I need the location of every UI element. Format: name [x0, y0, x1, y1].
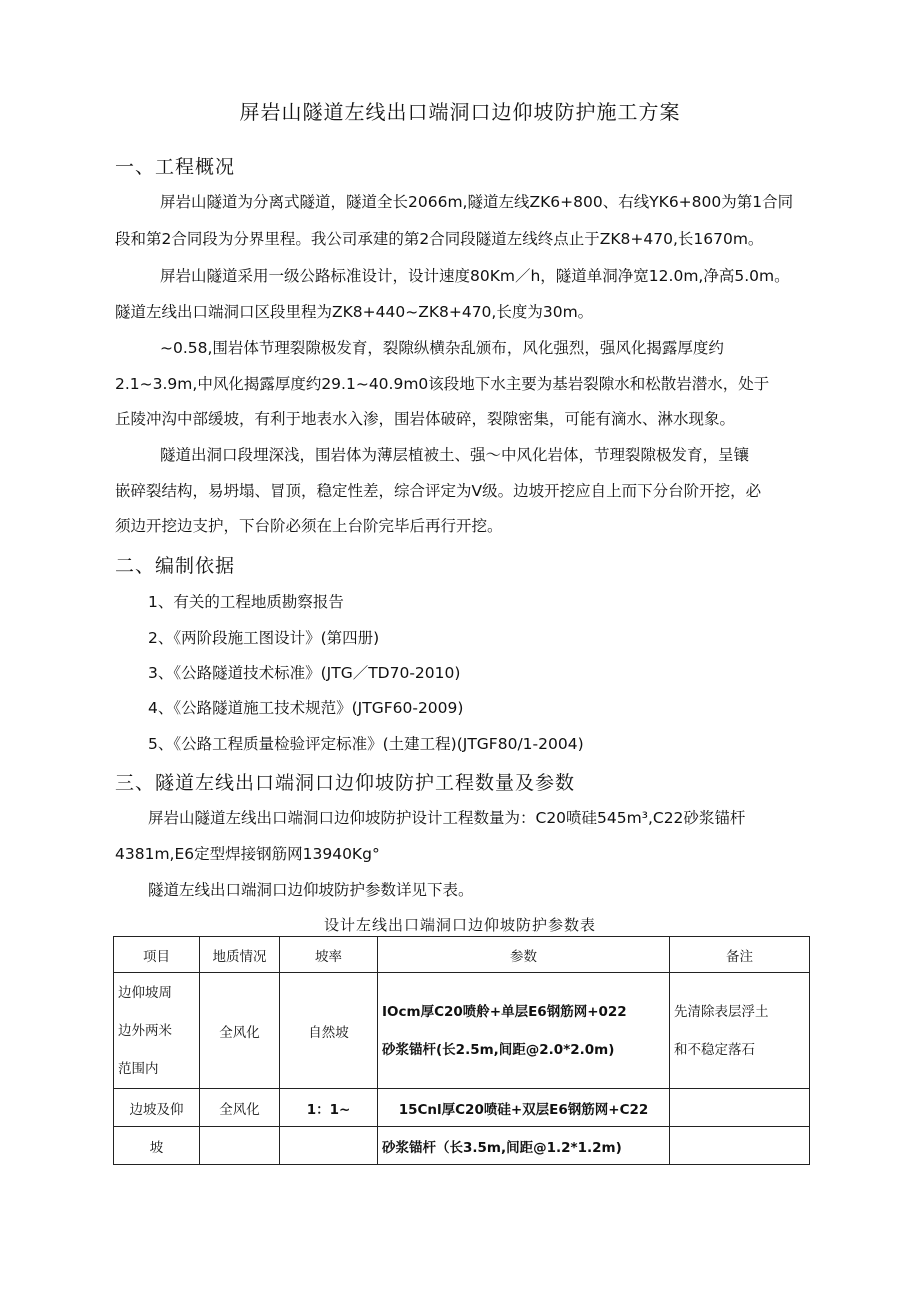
cell-slope: 1：1~ — [280, 1089, 378, 1127]
cell-item — [114, 973, 200, 1089]
cell-line: 先清除表层浮土 — [674, 1003, 769, 1020]
table-row — [114, 1089, 810, 1127]
paragraph-line: 丘陵冲沟中部缓坡，有利于地表水入渗，围岩体破碎，裂隙密集，可能有滴水、淋水现象。 — [115, 410, 736, 428]
header-item: 项目 — [114, 937, 200, 973]
protection-parameter-table — [113, 936, 810, 1165]
paragraph-line: 屏岩山隧道为分离式隧道，隧道全长2066m,隧道左线ZK6+800、右线YK6+800为第1合同 — [160, 193, 794, 211]
table-caption: 设计左线出口端洞口边仰坡防护参数表 — [323, 916, 596, 934]
reference-item: 1、有关的工程地质勘察报告 — [148, 593, 344, 611]
paragraph-line: 隧道左线出口端洞口边仰坡防护参数详见下表。 — [148, 881, 474, 899]
section-3-heading: 三、隧道左线出口端洞口边仰坡防护工程数量及参数 — [115, 772, 576, 794]
paragraph-line: 隧道左线出口端洞口区段里程为ZK8+440~ZK8+470,长度为30m。 — [115, 303, 594, 321]
cell-item: 边坡及仰 — [114, 1089, 200, 1127]
paragraph-line: 屏岩山隧道采用一级公路标准设计，设计速度80Km／h，隧道单洞净宽12.0m,净高5.0m。 — [160, 267, 790, 285]
cell-line: 和不稳定落石 — [674, 1041, 755, 1058]
cell-remarks — [670, 1089, 810, 1127]
paragraph-line: ~0.58,围岩体节理裂隙极发育，裂隙纵横杂乱颁布，风化强烈，强风化揭露厚度约 — [160, 339, 724, 357]
header-slope: 坡率 — [280, 937, 378, 973]
paragraph-line: 屏岩山隧道左线出口端洞口边仰坡防护设计工程数量为：C20喷硅545m³,C22砂浆锚杆 — [148, 809, 746, 827]
cell-slope: 自然坡 — [280, 973, 378, 1089]
section-2-heading: 二、编制依据 — [115, 555, 236, 577]
table-header-row — [114, 937, 810, 973]
cell-parameters: 15Cnl厚C20喷硅+双层E6钢筋网+C22 — [378, 1089, 670, 1127]
cell-geology — [200, 1127, 280, 1165]
reference-item: 5、《公路工程质量检验评定标准》(土建工程)(JTGF80/1-2004) — [148, 735, 584, 753]
paragraph-line: 2.1~3.9m,中风化揭露厚度约29.1~40.9m0该段地下水主要为基岩裂隙水和松散岩潜水，处于 — [115, 375, 770, 393]
paragraph-line: 4381m,E6定型焊接钢筋网13940Kg° — [115, 845, 380, 863]
table-row — [114, 973, 810, 1089]
cell-parameters — [378, 973, 670, 1089]
section-1-heading: 一、工程概况 — [115, 156, 236, 178]
cell-geology: 全风化 — [200, 973, 280, 1089]
cell-geology: 全风化 — [200, 1089, 280, 1127]
paragraph-line: 嵌碎裂结构，易坍塌、冒顶，稳定性差，综合评定为V级。边坡开挖应自上而下分台阶开挖，必 — [115, 482, 762, 500]
cell-slope — [280, 1127, 378, 1165]
paragraph-line: 须边开挖边支护，下台阶必须在上台阶完毕后再行开挖。 — [115, 517, 503, 535]
reference-item: 2、《两阶段施工图设计》(第四册) — [148, 629, 380, 647]
reference-item: 4、《公路隧道施工技术规范》(JTGF60-2009) — [148, 699, 464, 717]
cell-line: 范围内 — [118, 1060, 159, 1077]
header-geology: 地质情况 — [200, 937, 280, 973]
cell-line: 边仰坡周 — [118, 984, 172, 1001]
cell-remarks — [670, 973, 810, 1089]
header-remarks: 备注 — [670, 937, 810, 973]
reference-item: 3、《公路隧道技术标准》(JTG／TD70-2010) — [148, 664, 461, 682]
cell-remarks — [670, 1127, 810, 1165]
cell-item: 坡 — [114, 1127, 200, 1165]
cell-line: IOcm厚C20喷舲+单层E6钢筋网+022 — [382, 1003, 627, 1020]
table-row — [114, 1127, 810, 1165]
header-parameters: 参数 — [378, 937, 670, 973]
cell-parameters: 砂浆锚杆（长3.5m,间距@1.2*1.2m) — [378, 1127, 670, 1165]
paragraph-line: 段和第2合同段为分界里程。我公司承建的第2合同段隧道左线终点止于ZK8+470,长1670m。 — [115, 230, 764, 248]
document-title: 屏岩山隧道左线出口端洞口边仰坡防护施工方案 — [239, 100, 681, 124]
cell-line: 边外两米 — [118, 1022, 172, 1039]
paragraph-line: 隧道出洞口段埋深浅，围岩体为薄层植被土、强〜中风化岩体，节理裂隙极发育，呈镶 — [160, 446, 750, 464]
cell-line: 砂浆锚杆(长2.5m,间距@2.0*2.0m) — [382, 1041, 615, 1058]
